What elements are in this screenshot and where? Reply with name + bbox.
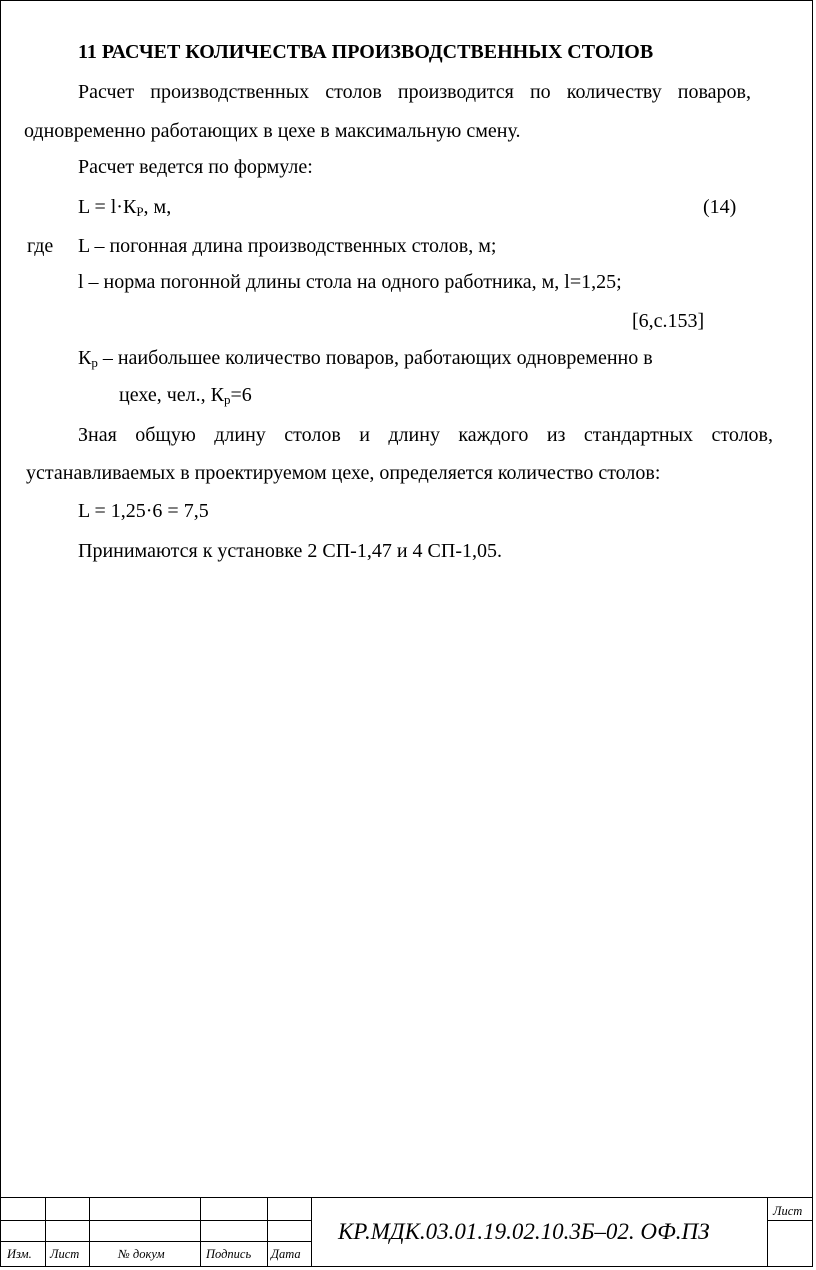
formula-main: L = l·К (78, 196, 137, 218)
stamp-col-line-2 (89, 1197, 90, 1267)
stamp-top-border (0, 1197, 813, 1198)
title-block (0, 1197, 813, 1267)
stamp-col-line-1 (45, 1197, 46, 1267)
definition-L: L – погонная длина производственных столов, м; (78, 235, 497, 257)
conclusion: Принимаются к установке 2 СП-1,47 и 4 СП-1,05. (78, 540, 502, 562)
formula-unit: , м, (143, 196, 172, 218)
kp-line2-text: цехе, чел., К (119, 384, 224, 406)
definition-kp-line-1 (78, 346, 653, 370)
stamp-col-line-5 (311, 1197, 312, 1267)
kp-line2-subscript: р (223, 392, 231, 407)
where-label: где (27, 235, 54, 257)
stamp-col-line-4 (267, 1197, 268, 1267)
calculation: L = 1,25·6 = 7,5 (78, 500, 209, 522)
kp-definition-text: – наибольшее количество поваров, работающих одновременно в (97, 347, 653, 369)
stamp-label-podpis: Подпись (206, 1247, 252, 1261)
paragraph-1-line-1: Расчет производственных столов производится по количеству поваров, (78, 81, 751, 103)
paragraph-1-line-2: одновременно работающих в цехе в максимальную смену. (24, 120, 521, 142)
formula-number: (14) (703, 196, 737, 218)
kp-value: =6 (230, 384, 252, 406)
paragraph-2-line-2: устанавливаемых в проектируемом цехе, определяется количество столов: (26, 462, 661, 484)
definition-kp-line-2 (119, 383, 252, 407)
formula-intro: Расчет ведется по формуле: (78, 156, 313, 178)
definition-l: l – норма погонной длины стола на одного работника, м, l=1,25; (78, 271, 622, 293)
kp-subscript: р (91, 355, 98, 370)
stamp-col-line-3 (200, 1197, 201, 1267)
stamp-col-line-6 (767, 1197, 768, 1267)
stamp-label-izm: Изм. (7, 1247, 32, 1261)
section-heading: 11 РАСЧЕТ КОЛИЧЕСТВА ПРОИЗВОДСТВЕННЫХ СТОЛОВ (78, 41, 654, 63)
paragraph-2-line-1: Зная общую длину столов и длину каждого из стандартных столов, (78, 424, 773, 446)
stamp-label-dokum: № докум (118, 1247, 165, 1261)
stamp-row-line-1 (0, 1220, 312, 1221)
kp-symbol: К (78, 347, 92, 369)
formula-subscript: Р (136, 204, 144, 219)
sheet-cell-line (768, 1220, 813, 1221)
formula (78, 195, 171, 219)
stamp-row-line-2 (0, 1241, 312, 1242)
stamp-label-sheet: Лист (773, 1204, 803, 1218)
reference: [6,с.153] (632, 310, 705, 332)
stamp-label-data: Дата (271, 1247, 301, 1261)
stamp-label-list: Лист (50, 1247, 80, 1261)
document-code: КР.МДК.03.01.19.02.10.3Б–02. ОФ.ПЗ (338, 1219, 710, 1244)
